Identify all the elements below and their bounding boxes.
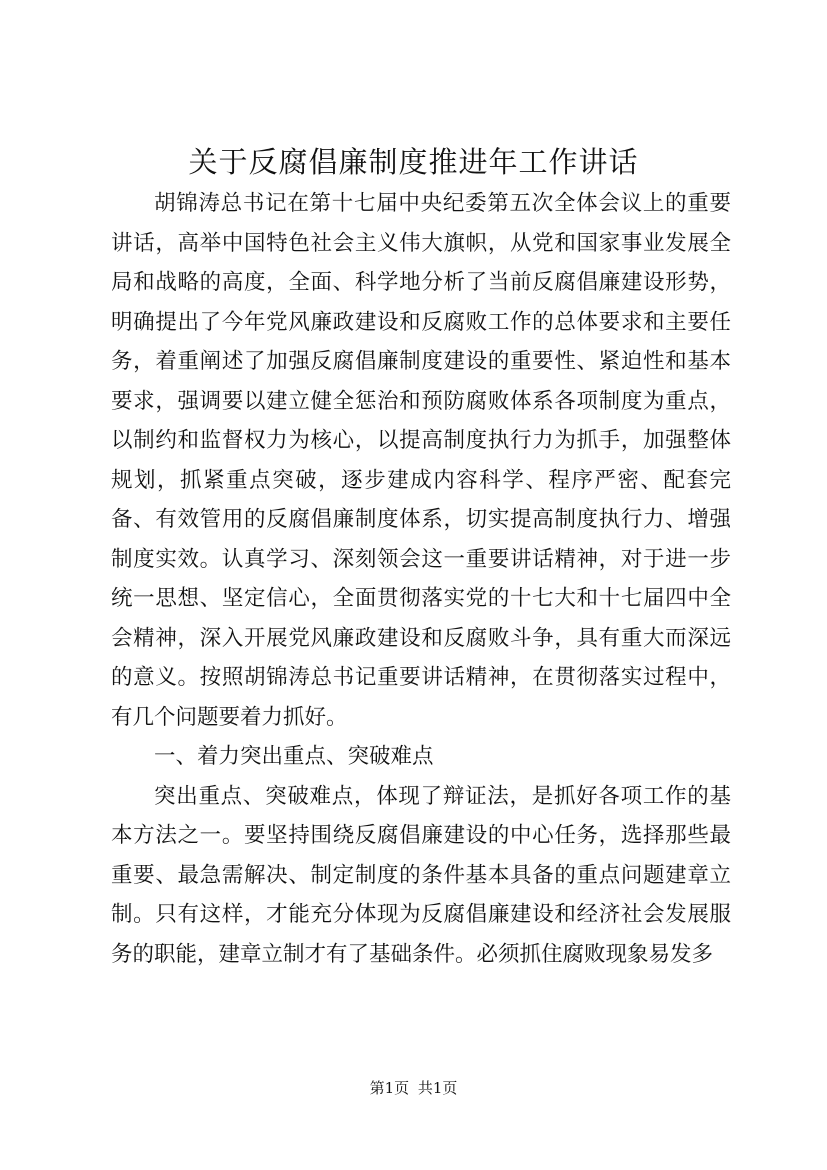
page-total: 共1页 xyxy=(417,1079,458,1097)
document-body xyxy=(111,184,731,974)
page-footer xyxy=(0,1078,827,1098)
paragraph-section-1: 突出重点、突破难点，体现了辩证法，是抓好各项工作的基本方法之一。要坚持围绕反腐倡廉建设的中心任务，选择那些最重要、最急需解决、制定制度的条件基本具备的重点问题建章立制。只有这样，才能充分体现为反腐倡廉建设和经济社会发展服务的职能，建章立制才有了基础条件。必须抓住腐败现象易发多 xyxy=(111,783,731,967)
document-title: 关于反腐倡廉制度推进年工作讲话 xyxy=(188,145,639,179)
page-number: 第1页 xyxy=(369,1079,410,1097)
section-heading-1: 一、着力突出重点、突破难点 xyxy=(154,744,434,769)
paragraph-intro: 胡锦涛总书记在第十七届中央纪委第五次全体会议上的重要讲话，高举中国特色社会主义伟大旗帜，从党和国家事业发展全局和战略的高度，全面、科学地分析了当前反腐倡廉建设形势，明确提出了今年党风廉政建设和反腐败工作的总体要求和主要任务，着重阐述了加强反腐倡廉制度建设的重要性、紧迫性和基本要求，强调要以建立健全惩治和预防腐败体系各项制度为重点，以制约和监督权力为核心，以提高制度执行力为抓手，加强整体规划，抓紧重点突破，逐步建成内容科学、程序严密、配套完备、有效管用的反腐倡廉制度体系，切实提高制度执行力、增强制度实效。认真学习、深刻领会这一重要讲话精神，对于进一步统一思想、坚定信心，全面贯彻落实党的十七大和十七届四中全会精神，深入开展党风廉政建设和反腐败斗争，具有重大而深远的意义。按照胡锦涛总书记重要讲话精神，在贯彻落实过程中，有几个问题要着力抓好。 xyxy=(111,191,731,730)
